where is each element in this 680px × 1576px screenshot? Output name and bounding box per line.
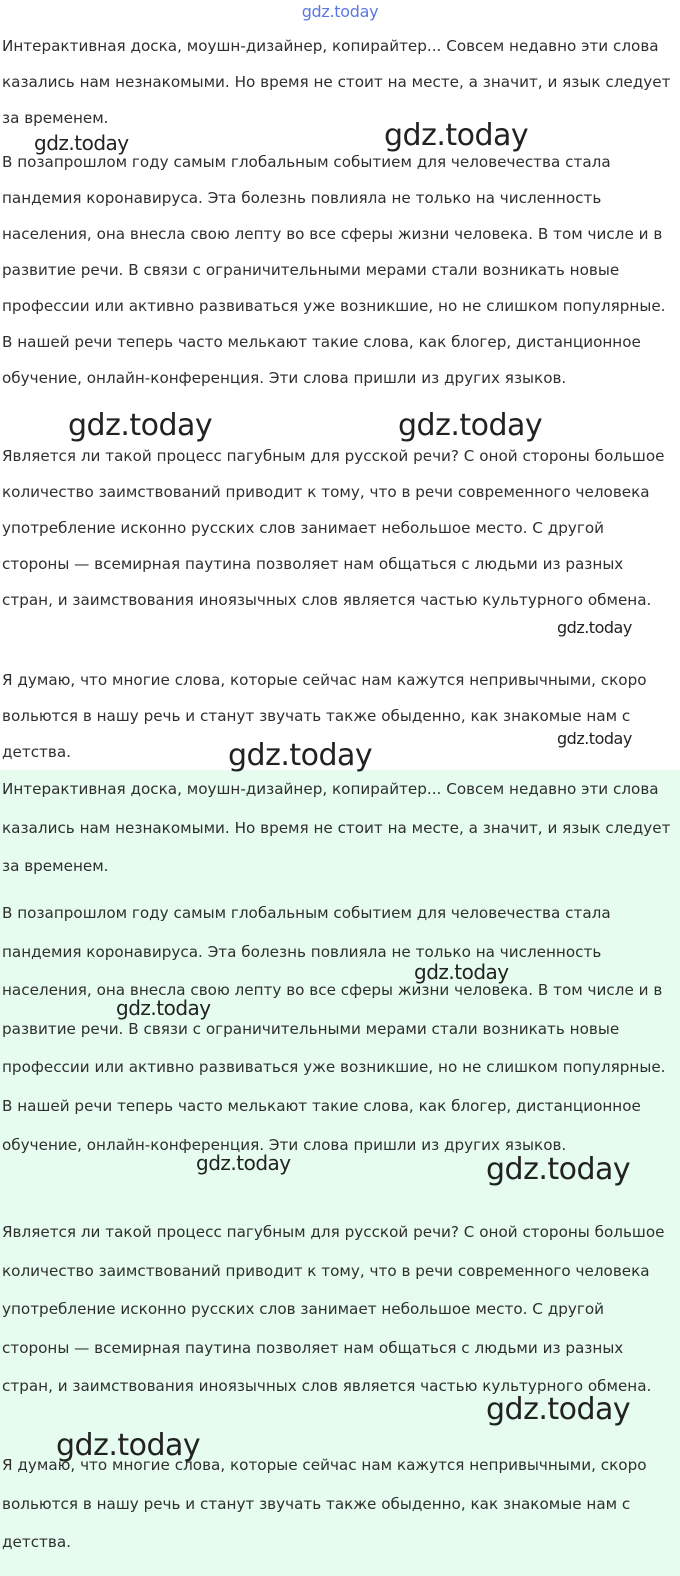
watermark: gdz.today <box>486 1152 631 1187</box>
watermark: gdz.today <box>228 738 373 773</box>
original-paragraph-4: Я думаю, что многие слова, которые сейчас нам кажутся непривычными, скоро вольются в нашу речь и станут звучать также обыденно, как знакомые нам с детства. <box>2 671 647 761</box>
watermark: gdz.today <box>486 1392 631 1427</box>
watermark: gdz.today <box>68 408 213 443</box>
header-watermark: gdz.today <box>301 2 379 21</box>
watermark: gdz.today <box>414 960 509 984</box>
answer-paragraph-1: Интерактивная доска, моушн-дизайнер, копирайтер... Совсем недавно эти слова казались нам незнакомыми. Но время не стоит на месте, а значит, и язык следует за временем. <box>2 780 671 876</box>
watermark: gdz.today <box>398 408 543 443</box>
original-paragraph-1: Интерактивная доска, моушн-дизайнер, копирайтер... Совсем недавно эти слова казались нам незнакомыми. Но время не стоит на месте, а значит, и язык следует за временем. <box>2 37 671 127</box>
answer-paragraph-2: В позапрошлом году самым глобальным событием для человечества стала пандемия коронавируса. Эта болезнь повлияла не только на численность населения, она внесла свою лепту во все сферы жизни человека. В том числе и в развитие речи. В связи с ограничительными мерами стали возникать новые профессии или активно развиваться уже возникшие, но не слишком популярные. В нашей речи теперь часто мелькают такие слова, как блогер, дистанционное обучение, онлайн-конференция. Эти слова пришли из других языков. <box>2 904 666 1154</box>
answer-paragraph-4: Я думаю, что многие слова, которые сейчас нам кажутся непривычными, скоро вольются в нашу речь и станут звучать также обыденно, как знакомые нам с детства. <box>2 1456 647 1552</box>
watermark: gdz.today <box>196 1151 291 1175</box>
watermark: gdz.today <box>557 729 632 748</box>
watermark: gdz.today <box>34 131 129 155</box>
original-paragraph-2: В позапрошлом году самым глобальным событием для человечества стала пандемия коронавируса. Эта болезнь повлияла не только на численность населения, она внесла свою лепту во все сферы жизни человека. В том числе и в развитие речи. В связи с ограничительными мерами стали возникать новые профессии или активно развиваться уже возникшие, но не слишком популярные. В нашей речи теперь часто мелькают такие слова, как блогер, дистанционное обучение, онлайн-конференция. Эти слова пришли из других языков. <box>2 153 666 387</box>
watermark: gdz.today <box>384 118 529 153</box>
watermark: gdz.today <box>557 618 632 637</box>
watermark: gdz.today <box>116 996 211 1020</box>
original-paragraph-3: Является ли такой процесс пагубным для русской речи? С оной стороны большое количество заимствований приводит к тому, что в речи современного человека употребление исконно русских слов занимает небольшое место. С другой стороны — всемирная паутина позволяет нам общаться с людьми из разных стран, и заимствования иноязычных слов является частью культурного обмена. <box>2 447 665 609</box>
answer-paragraph-3: Является ли такой процесс пагубным для русской речи? С оной стороны большое количество заимствований приводит к тому, что в речи современного человека употребление исконно русских слов занимает небольшое место. С другой стороны — всемирная паутина позволяет нам общаться с людьми из разных стран, и заимствования иноязычных слов является частью культурного обмена. <box>2 1223 665 1396</box>
watermark: gdz.today <box>56 1428 201 1463</box>
